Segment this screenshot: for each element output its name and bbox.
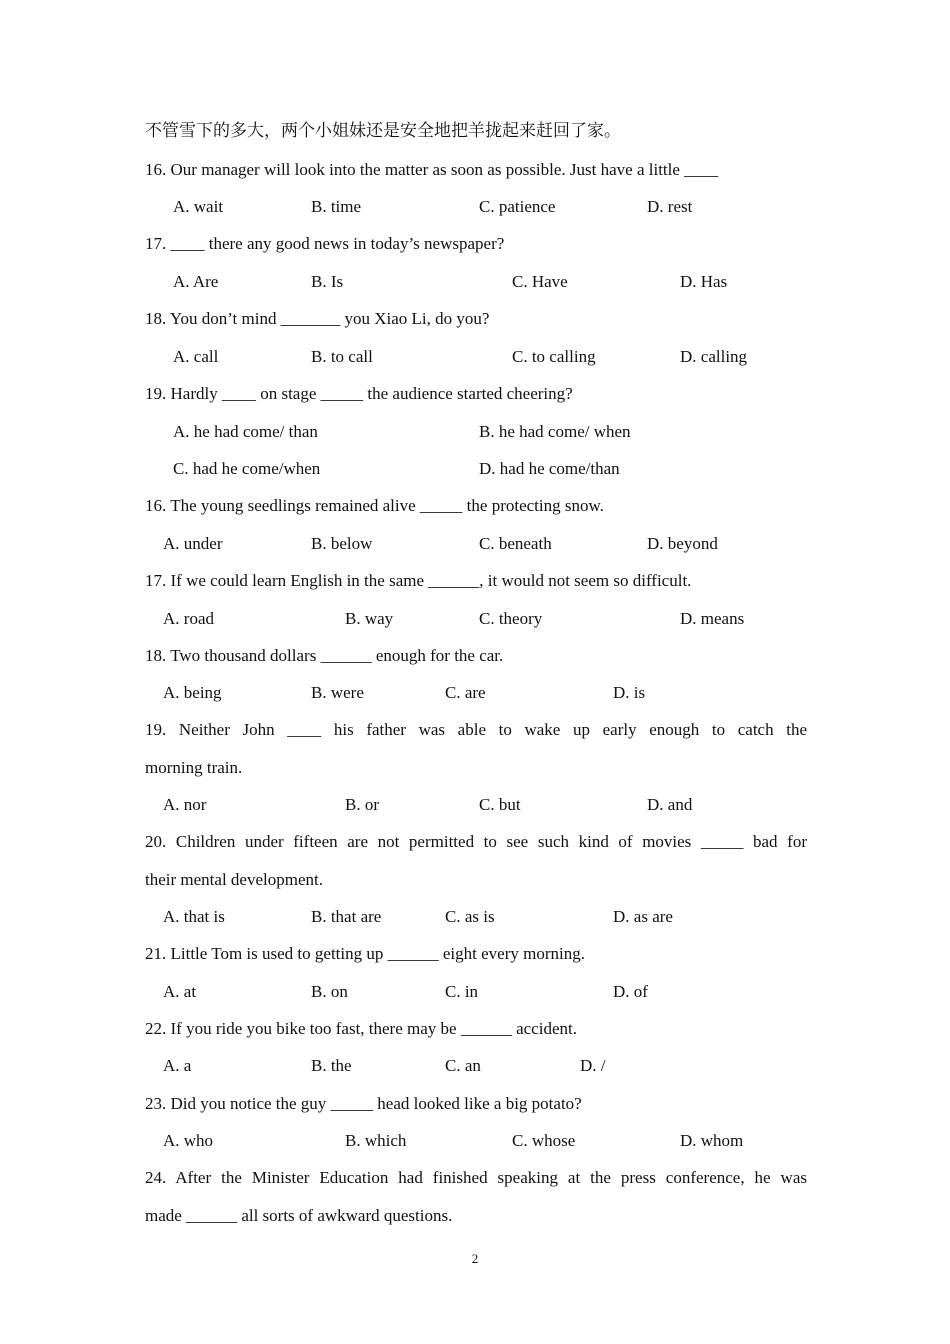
question-options	[0, 906, 950, 928]
option-a: A. call	[173, 347, 219, 366]
option-d: D. rest	[647, 197, 693, 216]
question-options	[0, 1055, 950, 1077]
question-options	[0, 608, 950, 630]
question-options	[0, 1130, 950, 1152]
question-options	[0, 271, 950, 293]
option-d: D. and	[647, 795, 693, 814]
option-b: B. that are	[311, 907, 382, 926]
option-a: A. he had come/ than	[173, 422, 318, 441]
intro-text: 不管雪下的多大，两个小姐妹还是安全地把羊拢起来赶回了家。	[145, 121, 621, 140]
option-b: B. below	[311, 534, 373, 553]
question-stem: 16. Our manager will look into the matter as soon as possible. Just have a little ____	[145, 160, 719, 179]
option-a: A. under	[163, 534, 223, 553]
option-a: A. wait	[173, 197, 224, 216]
option-b: B. or	[345, 795, 379, 814]
option-d: D. means	[680, 609, 745, 628]
question-stem: 23. Did you notice the guy _____ head looked like a big potato?	[145, 1094, 582, 1113]
question-stem-continued: morning train.	[145, 758, 243, 777]
option-c: C. are	[445, 683, 486, 702]
option-d: D. beyond	[647, 534, 718, 553]
option-d: D. of	[613, 982, 648, 1001]
option-b: B. he had come/ when	[479, 422, 631, 441]
option-c: C. but	[479, 795, 521, 814]
question-stem: 24. After the Minister Education had finished speaking at the press conference, he was	[145, 1168, 807, 1187]
option-b: B. on	[311, 982, 348, 1001]
question-options	[0, 981, 950, 1003]
option-d: D. Has	[680, 272, 728, 291]
question-options	[0, 458, 950, 480]
option-c: C. patience	[479, 197, 556, 216]
option-a: A. who	[163, 1131, 214, 1150]
question-stem: 19. Neither John ____ his father was able to wake up early enough to catch the	[145, 720, 807, 739]
option-a: A. Are	[173, 272, 219, 291]
option-d: D. calling	[680, 347, 748, 366]
option-c: C. in	[445, 982, 479, 1001]
question-options	[0, 196, 950, 218]
option-b: B. Is	[311, 272, 344, 291]
option-b: B. to call	[311, 347, 373, 366]
option-d: D. whom	[680, 1131, 744, 1150]
option-a: A. being	[163, 683, 222, 702]
option-b: B. the	[311, 1056, 352, 1075]
question-stem: 19. Hardly ____ on stage _____ the audience started cheering?	[145, 384, 573, 403]
option-c: C. as is	[445, 907, 495, 926]
question-options	[0, 346, 950, 368]
question-options	[0, 533, 950, 555]
question-stem-continued: their mental development.	[145, 870, 323, 889]
question-options	[0, 794, 950, 816]
option-b: B. which	[345, 1131, 407, 1150]
option-a: A. at	[163, 982, 197, 1001]
option-c: C. to calling	[512, 347, 596, 366]
option-c: C. whose	[512, 1131, 576, 1150]
option-c: C. had he come/when	[173, 459, 321, 478]
question-stem: 22. If you ride you bike too fast, there may be ______ accident.	[145, 1019, 577, 1038]
question-stem-continued: made ______ all sorts of awkward questions.	[145, 1206, 453, 1225]
question-stem: 18. You don’t mind _______ you Xiao Li, do you?	[145, 309, 490, 328]
question-stem: 21. Little Tom is used to getting up ______ eight every morning.	[145, 944, 585, 963]
option-a: A. that is	[163, 907, 225, 926]
option-c: C. theory	[479, 609, 543, 628]
option-c: C. Have	[512, 272, 568, 291]
option-d: D. had he come/than	[479, 459, 620, 478]
option-d: D. /	[580, 1056, 606, 1075]
question-stem: 17. If we could learn English in the same ______, it would not seem so difficult.	[145, 571, 692, 590]
option-a: A. nor	[163, 795, 207, 814]
option-a: A. road	[163, 609, 214, 628]
page-number: 2	[471, 1251, 479, 1266]
question-stem: 17. ____ there any good news in today’s newspaper?	[145, 234, 505, 253]
option-a: A. a	[163, 1056, 192, 1075]
question-options	[0, 682, 950, 704]
question-options	[0, 421, 950, 443]
option-d: D. is	[613, 683, 646, 702]
question-stem: 20. Children under fifteen are not permitted to see such kind of movies _____ bad for	[145, 832, 807, 851]
option-b: B. way	[345, 609, 394, 628]
question-stem: 18. Two thousand dollars ______ enough for the car.	[145, 646, 504, 665]
question-stem: 16. The young seedlings remained alive _____ the protecting snow.	[145, 496, 604, 515]
option-c: C. an	[445, 1056, 481, 1075]
option-b: B. were	[311, 683, 364, 702]
option-d: D. as are	[613, 907, 673, 926]
option-c: C. beneath	[479, 534, 552, 553]
option-b: B. time	[311, 197, 362, 216]
